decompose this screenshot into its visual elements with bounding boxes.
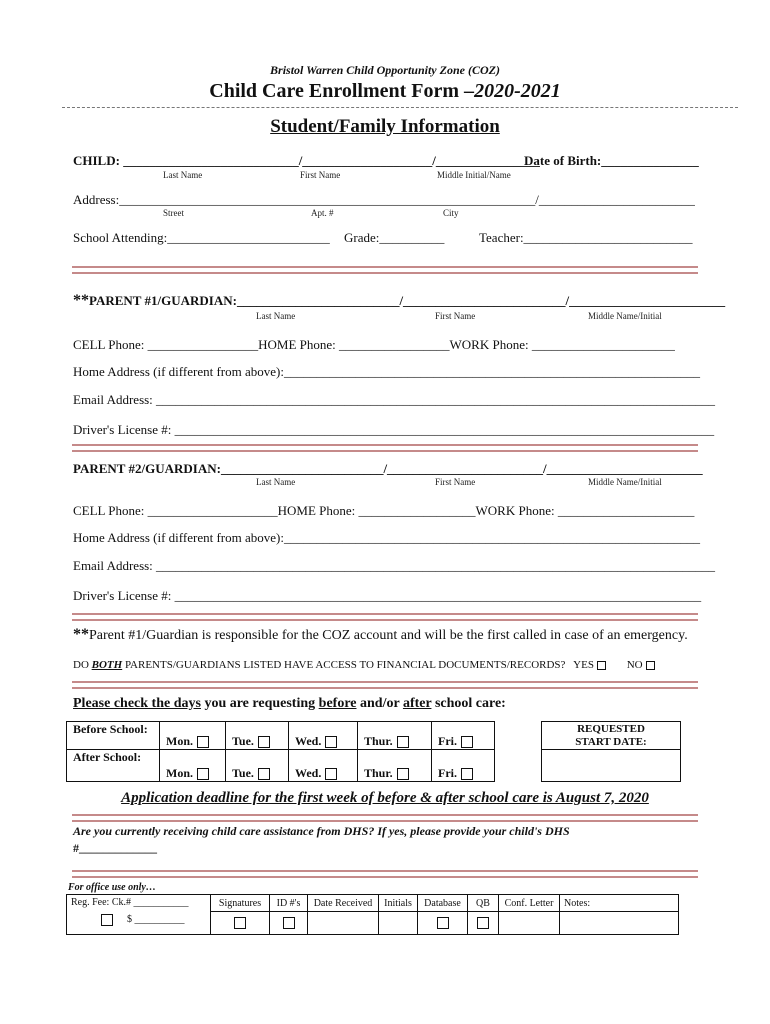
parent2-license-field[interactable]: Driver's License #: _________________________________________________________________________________ [73,588,702,603]
day-label: Tue. [232,734,254,748]
divider [72,613,698,621]
col-signatures: Signatures [211,895,270,912]
question-prefix: DO [73,659,92,671]
after-tue-checkbox[interactable] [258,768,270,780]
yes-checkbox[interactable] [597,661,606,670]
conf-letter-cell[interactable] [499,912,560,935]
database-checkbox[interactable] [437,917,449,929]
day-label: Mon. [166,766,193,780]
database-cell[interactable] [418,912,468,935]
col-id: ID #'s [270,895,308,912]
parent1-line: PARENT #1/GUARDIAN:_________________________/_________________________/________________________ [89,293,726,308]
after-wed-checkbox[interactable] [325,768,337,780]
id-checkbox[interactable] [283,917,295,929]
notice-stars: ** [73,626,89,643]
parent2-email-field[interactable]: Email Address: ______________________________________________________________________________________ [73,558,716,573]
requested-line1: REQUESTED [577,722,645,735]
child-address-field[interactable]: Address:________________________________________________________________/________________________ [73,192,695,207]
signatures-cell[interactable] [211,912,270,935]
before-thur[interactable] [358,722,432,750]
reg-fee-amount [71,908,206,926]
days-heading-e: after [402,696,432,711]
org-name: Bristol Warren Child Opportunity Zone (COZ) [270,63,500,77]
notice-text: Parent #1/Guardian is responsible for the COZ account and will be the first called in case of an emergency. [89,628,688,643]
section-title: Student/Family Information [270,116,500,137]
header-divider [62,107,738,108]
after-wed[interactable] [289,750,358,782]
after-thur[interactable] [358,750,432,782]
form-title [0,80,770,103]
divider [72,444,698,452]
initials-cell[interactable] [379,912,418,935]
reg-fee-checkbox[interactable] [101,914,113,926]
office-use-table [66,894,679,935]
date-received-cell[interactable] [308,912,379,935]
after-school-label: After School: [67,750,160,782]
emergency-notice [73,626,688,644]
qb-cell[interactable] [468,912,499,935]
before-mon-checkbox[interactable] [197,736,209,748]
parent1-stars: ** [73,292,89,309]
day-label: Fri. [438,734,457,748]
before-tue-checkbox[interactable] [258,736,270,748]
table-gap [495,750,542,782]
col-initials: Initials [379,895,418,912]
form-title-text: Child Care Enrollment Form – [209,80,475,102]
financial-access-question [73,659,655,671]
parent1-name-field[interactable] [73,292,725,310]
col-database: Database [418,895,468,912]
child-middle-caption: Middle Initial/Name [437,170,511,180]
notes-cell[interactable] [560,912,679,935]
parent1-first-caption: First Name [435,311,476,321]
requested-start-date-label [542,722,681,750]
child-first-name-caption: First Name [300,170,341,180]
col-qb: QB [468,895,499,912]
col-date-received: Date Received [308,895,379,912]
day-label: Wed. [295,766,322,780]
day-label: Thur. [364,766,393,780]
parent2-name-field[interactable]: PARENT #2/GUARDIAN:_________________________/________________________/________________________ [73,461,703,476]
requested-start-date-field[interactable] [542,750,681,782]
school-attending-field[interactable]: School Attending:_________________________ [73,230,330,245]
parent2-phones-field[interactable]: CELL Phone: ____________________HOME Phone: __________________WORK Phone: _____________________ [73,503,695,518]
divider [72,814,698,822]
dollar-field: $ __________ [127,914,185,926]
before-fri[interactable] [432,722,495,750]
table-gap [495,722,542,750]
before-tue[interactable] [226,722,289,750]
divider [72,681,698,689]
after-fri[interactable] [432,750,495,782]
before-school-label: Before School: [67,722,160,750]
no-label: NO [626,659,643,671]
requested-line2: START DATE: [575,735,647,748]
city-caption: City [443,208,459,218]
reg-fee-label: Reg. Fee: Ck.# ___________ [71,897,189,908]
no-checkbox[interactable] [646,661,655,670]
parent2-middle-caption: Middle Name/Initial [588,477,662,487]
days-heading-a: Please check the days [73,696,201,711]
yes-label: YES [573,659,594,671]
parent2-first-caption: First Name [435,477,476,487]
parent1-email-field[interactable]: Email Address: ______________________________________________________________________________________ [73,392,716,407]
office-use-caption: For office use only… [68,882,156,893]
question-text: PARENTS/GUARDIANS LISTED HAVE ACCESS TO FINANCIAL DOCUMENTS/RECORDS? [122,659,566,671]
apt-caption: Apt. # [311,208,334,218]
day-label: Tue. [232,766,254,780]
after-thur-checkbox[interactable] [397,768,409,780]
day-label: Fri. [438,766,457,780]
before-fri-checkbox[interactable] [461,736,473,748]
days-heading-c: before [318,696,357,711]
day-label: Thur. [364,734,393,748]
day-label: Wed. [295,734,322,748]
before-thur-checkbox[interactable] [397,736,409,748]
col-conf-letter: Conf. Letter [499,895,560,912]
days-heading-b: you are requesting [200,696,319,711]
parent1-last-caption: Last Name [256,311,296,321]
days-heading-d: and/or [356,696,403,711]
after-fri-checkbox[interactable] [461,768,473,780]
after-mon[interactable] [160,750,226,782]
qb-checkbox[interactable] [477,917,489,929]
before-wed-checkbox[interactable] [325,736,337,748]
col-notes: Notes: [560,895,679,912]
teacher-field[interactable]: Teacher:__________________________ [479,230,693,245]
date-of-birth-field[interactable]: Date of Birth:_______________ [524,153,699,168]
parent2-home-address-field[interactable]: Home Address (if different from above):________________________________________________________________ [73,530,700,545]
parent2-last-caption: Last Name [256,477,296,487]
dhs-question: Are you currently receiving child care assistance from DHS? If yes, please provide your child's DHS [73,824,570,838]
after-tue[interactable] [226,750,289,782]
days-heading [73,696,506,712]
deadline-notice: Application deadline for the first week of before & after school care is August 7, 2020 [121,790,649,806]
before-wed[interactable] [289,722,358,750]
days-table [66,721,681,782]
dhs-number-field[interactable]: #_____________ [73,841,157,855]
grade-field[interactable]: Grade:__________ [344,230,445,245]
id-cell[interactable] [270,912,308,935]
days-heading-f: school care: [431,696,506,711]
question-both: BOTH [91,659,123,671]
signatures-checkbox[interactable] [234,917,246,929]
parent1-home-address-field[interactable]: Home Address (if different from above):________________________________________________________________ [73,364,700,379]
street-caption: Street [163,208,184,218]
day-label: Mon. [166,734,193,748]
child-last-name-caption: Last Name [163,170,203,180]
parent1-license-field[interactable]: Driver's License #: ___________________________________________________________________________________ [73,422,715,437]
form-year: 2020-2021 [474,80,561,102]
child-name-field[interactable]: CHILD: ___________________________/____________________/________________ [73,153,540,168]
divider [72,266,698,274]
parent1-middle-caption: Middle Name/Initial [588,311,662,321]
divider [72,870,698,878]
after-mon-checkbox[interactable] [197,768,209,780]
before-mon[interactable] [160,722,226,750]
reg-fee-cell[interactable] [67,895,211,935]
parent1-phones-field[interactable]: CELL Phone: _________________HOME Phone: _________________WORK Phone: ______________________ [73,337,675,352]
